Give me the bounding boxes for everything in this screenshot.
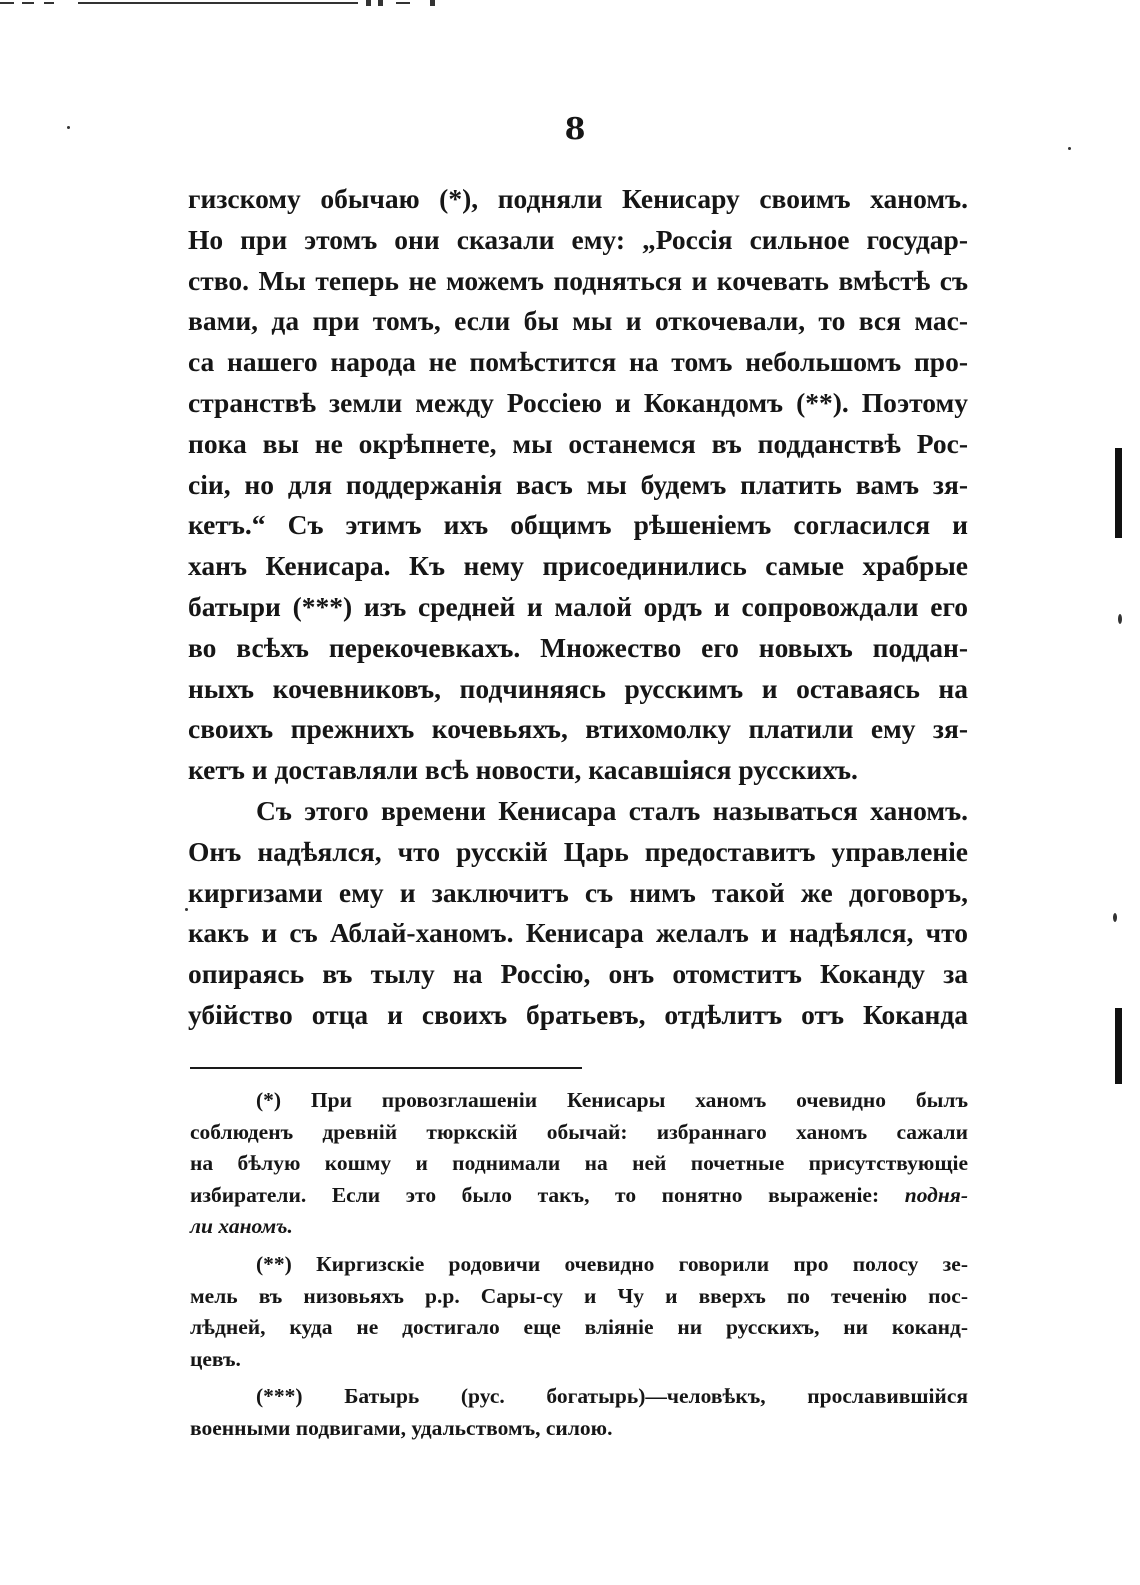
scan-speck (1068, 147, 1071, 150)
scan-mark (378, 0, 383, 6)
text-line: своихъ прежнихъ кочевьяхъ, втихомолку платили ему зя- (188, 713, 968, 745)
main-text (188, 179, 968, 1036)
text-line: гизскому обычаю (*), подняли Кенисару своимъ ханомъ. (188, 183, 968, 214)
footnote-line: военными подвигами, удальствомъ, силою. (190, 1415, 613, 1440)
footnote-line: лѣдней, куда не достигало еще вліяніе ни русскихъ, ни коканд- (190, 1315, 968, 1340)
text-line: батыри (***) изъ средней и малой ордъ и сопровождали его (188, 590, 968, 622)
page-number: 8 (564, 112, 586, 147)
scan-margin-bar (1115, 448, 1122, 538)
text-line: странствѣ земли между Россіею и Кокандомъ (**). Поэтому (188, 386, 968, 418)
footnote-italic-text: подня- (904, 1182, 968, 1207)
scan-mark (44, 2, 54, 4)
text-line: вами, да при томъ, если бы мы и откочевали, то вся мас- (188, 305, 968, 337)
text-line: са нашего народа не помѣстится на томъ небольшомъ про- (188, 346, 968, 378)
scan-margin-bar (1115, 1008, 1122, 1084)
footnote-line: соблюденъ древній тюркскій обычай: избраннаго ханомъ сажали (190, 1119, 968, 1144)
scan-speck (1118, 614, 1122, 624)
text-line: ныхъ кочевниковъ, подчиняясь русскимъ и оставаясь на (188, 672, 968, 704)
scan-mark (0, 2, 14, 4)
text-line: ханъ Кенисара. Къ нему присоединились самые храбрые (188, 550, 968, 582)
scan-speck (1113, 913, 1117, 922)
text-line: убійство отца и своихъ братьевъ, отдѣлитъ отъ Коканда (188, 998, 968, 1030)
footnote-separator (190, 1067, 582, 1069)
text-line: Но при этомъ они сказали ему: „Россія сильное государ- (188, 223, 968, 255)
footnote-line: цевъ. (190, 1346, 241, 1371)
footnote-line: (*) При провозглашеніи Кенисары ханомъ очевидно былъ (256, 1088, 968, 1112)
footnote-line: мель въ низовьяхъ р.р. Сары-су и Чу и вверхъ по теченію пос- (190, 1283, 968, 1308)
text-line: ство. Мы теперь не можемъ подняться и кочевать вмѣстѣ съ (188, 264, 968, 296)
scan-mark (22, 2, 34, 4)
scan-mark (430, 0, 435, 6)
footnote-line (190, 1211, 968, 1243)
text-line: во всѣхъ перекочевкахъ. Множество его новыхъ поддан- (188, 631, 968, 663)
text-line: Съ этого времени Кенисара сталъ называться ханомъ. (256, 794, 968, 826)
scan-mark (78, 2, 358, 4)
text-line: кетъ.“ Съ этимъ ихъ общимъ рѣшеніемъ согласился и (188, 509, 968, 541)
text-line: киргизами ему и заключитъ съ нимъ такой же договоръ, (188, 876, 968, 908)
footnotes (190, 1085, 968, 1445)
footnote-line (190, 1180, 968, 1212)
scan-mark (396, 2, 410, 4)
footnote-italic-text: ли ханомъ. (190, 1214, 293, 1239)
footnote-text: избиратели. Если это было такъ, то понятно выраженіе: (190, 1182, 880, 1207)
text-line: Онъ надѣялся, что русскій Царь предоставитъ управленіе (188, 835, 968, 867)
text-line: опираясь въ тылу на Россію, онъ отомститъ Коканду за (188, 958, 968, 990)
footnote-line: на бѣлую кошму и поднимали на ней почетные присутствующіе (190, 1151, 968, 1176)
text-line: какъ и съ Аблай-ханомъ. Кенисара желалъ и надѣялся, что (188, 917, 968, 949)
footnote-line: (***) Батырь (рус. богатырь)—человѣкъ, прославившійся (256, 1384, 968, 1409)
text-line: кетъ и доставляли всѣ новости, касавшіяся русскихъ. (188, 754, 858, 786)
text-line: сіи, но для поддержанія васъ мы будемъ платить вамъ зя- (188, 468, 968, 500)
text-line: пока вы не окрѣпнете, мы останемся въ подданствѣ Рос- (188, 427, 968, 459)
footnote-line: (**) Киргизскіе родовичи очевидно говорили про полосу зе- (256, 1251, 968, 1276)
scan-mark (366, 0, 371, 6)
